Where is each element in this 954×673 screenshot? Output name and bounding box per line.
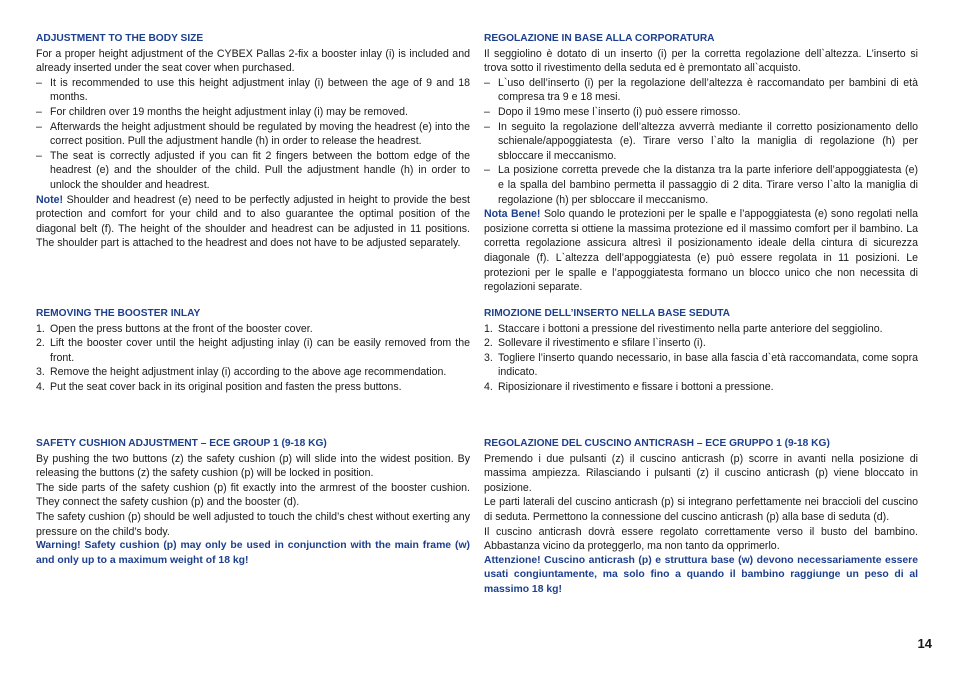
- section-title: SAFETY CUSHION ADJUSTMENT – ECE GROUP 1 (9-18 KG): [36, 438, 327, 449]
- warning-text: Attenzione! Cuscino anticrash (p) e struttura base (w) devono necessariamente essere usati congiuntamente, ma solo fino a quando il bambino raggiunge un peso di al massimo 18 kg!: [484, 554, 918, 595]
- list-item: 4. Riposizionare il rivestimento e fissare i bottoni a pressione.: [484, 380, 774, 393]
- section-safety-cushion: [36, 437, 470, 568]
- section-title: REGOLAZIONE DEL CUSCINO ANTICRASH – ECE GRUPPO 1 (9-18 KG): [484, 438, 830, 449]
- note-paragraph: Note! Shoulder and headrest (e) need to be perfectly adjusted in height to provide the best protection and comfort for your child and to also guarantee the optimal position of the diagonal belt (f). The height of the shoulder and headrest can be adjusted in 11 positions. The shoulder part is attached to the headrest and does not have to be adjusted separately.: [36, 193, 470, 250]
- paragraph: The side parts of the safety cushion (p) fit exactly into the armrest of the booster cushion. They connect the safety cushion (p) and the booster (d).: [36, 481, 470, 509]
- list-item: 2. Lift the booster cover until the height adjusting inlay (i) can be easily removed from the front.: [36, 337, 470, 364]
- paragraph: Il cuscino anticrash dovrà essere regolato correttamente verso il busto del bambino. Abbastanza vicino da proteggerlo, ma non tanto da opprimerlo.: [484, 525, 918, 553]
- section-title: RIMOZIONE DELL’INSERTO NELLA BASE SEDUTA: [484, 308, 731, 319]
- list-item: – The seat is correctly adjusted if you can fit 2 fingers between the bottom edge of the headrest (e) and the shoulder of the child. Pull the adjustment handle (h) in order to unlock the shoulder and headrest.: [36, 149, 470, 191]
- list-item: – L`uso dell’inserto (i) per la regolazione dell’altezza è raccomandato per bambini di età compresa tra 9 e 18 mesi.: [484, 76, 918, 104]
- paragraph: Premendo i due pulsanti (z) il cuscino anticrash (p) scorre in avanti nella posizione di massima ampiezza. Rilasciando i pulsanti (z) il cuscino anticrash (p) viene bloccato in posizione.: [484, 452, 918, 494]
- list-item: – La posizione corretta prevede che la distanza tra la parte inferiore dell’appoggiatesta (e) e la spalla del bambino permetta il passaggio di 2 dita. Tirare verso l`alto la maniglia di regolazione (h) per sbloccare il meccanismo.: [484, 164, 918, 206]
- note-paragraph: Nota Bene! Solo quando le protezioni per le spalle e l’appoggiatesta (e) sono regolati nella posizione corretta si ottiene la massima protezione ed il massimo comfort per il bambino. La corretta regolazione assicura altresì il posizionamento ideale della cintura di sicurezza diagonale (f). L`altezza dell’appoggiatesta (e) può essere regolata in 11 posizioni. Le protezioni per le spalle e l’appoggiatesta formano un blocco unico che non necessita di regolazioni separate.: [484, 208, 918, 294]
- paragraph: Le parti laterali del cuscino anticrash (p) si integrano perfettamente nei braccioli del cuscino di seduta. Permettono la connessione del cuscino anticrash (p) alla base di seduta (d).: [484, 496, 918, 523]
- list-item: 3. Togliere l’inserto quando necessario, in base alla fascia d`età raccomandata, come sopra indicato.: [484, 351, 918, 379]
- section-title: REMOVING THE BOOSTER INLAY: [36, 308, 201, 319]
- list-item: – It is recommended to use this height adjustment inlay (i) between the age of 9 and 18 months.: [36, 76, 470, 104]
- section-cuscino-anticrash: [484, 437, 918, 598]
- page-number: 14: [917, 636, 932, 651]
- list-item: – For children over 19 months the height adjustment inlay (i) may be removed.: [36, 105, 409, 118]
- paragraph: Il seggiolino è dotato di un inserto (i) per la corretta regolazione dell`altezza. L’inserto si trova sotto il rivestimento della seduta ed è premontato all`acquisto.: [484, 47, 918, 75]
- section-corporatura: [484, 32, 918, 295]
- list-item: – Afterwards the height adjustment should be regulated by moving the headrest (e) into the correct position. Pull the adjustment handle (h) in order to release the headrest.: [36, 120, 470, 148]
- list-item: 2. Sollevare il rivestimento e sfilare l`inserto (i).: [484, 337, 706, 350]
- section-title: REGOLAZIONE IN BASE ALLA CORPORATURA: [484, 33, 715, 44]
- section-title: ADJUSTMENT TO THE BODY SIZE: [36, 33, 204, 44]
- paragraph: The safety cushion (p) should be well adjusted to touch the child’s chest without exerting any pressure on the child’s body.: [36, 510, 470, 538]
- list-item: 1. Open the press buttons at the front of the booster cover.: [36, 322, 313, 335]
- section-removing-inlay: [36, 307, 470, 395]
- section-rimozione-inserto: [484, 307, 918, 395]
- list-item: 1. Staccare i bottoni a pressione del rivestimento nella parte anteriore del seggiolino.: [484, 322, 883, 335]
- list-item: – Dopo il 19mo mese l`inserto (i) può essere rimosso.: [484, 105, 741, 118]
- warning-text: Warning! Safety cushion (p) may only be used in conjunction with the main frame (w) and only up to a maximum weight of 18 kg!: [36, 540, 470, 566]
- list-item: 3. Remove the height adjustment inlay (i) according to the above age recommendation.: [36, 366, 447, 379]
- paragraph: For a proper height adjustment of the CYBEX Pallas 2-fix a booster inlay (i) is included and already inserted under the seat cover when purchased.: [36, 47, 470, 75]
- paragraph: By pushing the two buttons (z) the safety cushion (p) will slide into the widest position. By releasing the buttons (z) the safety cushion (p) will be locked in position.: [36, 452, 470, 480]
- list-item: – In seguito la regolazione dell’altezza avverrà mediante il corretto posizionamento dello schienale/appoggiatesta (e). Tirare verso l`alto la maniglia di regolazione (h) per sbloccare il meccanismo.: [484, 120, 918, 162]
- section-body-size: [36, 32, 470, 251]
- list-item: 4. Put the seat cover back in its original position and fasten the press buttons.: [36, 380, 402, 393]
